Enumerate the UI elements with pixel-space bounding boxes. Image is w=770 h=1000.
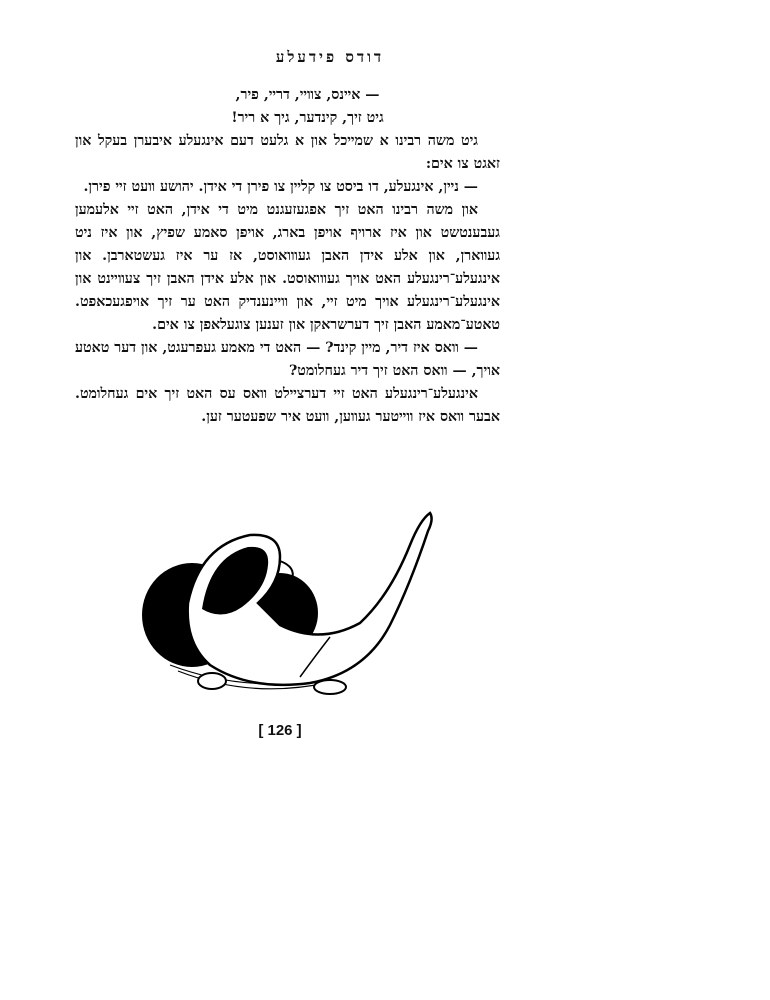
illustration-shofar: [130, 505, 440, 705]
verse-line: גיט זיך, קינדער, גיך א ריר!: [231, 110, 384, 126]
verse-line: — אײנס, צװײ, דרײ, פיר,: [235, 87, 380, 103]
body-text: [75, 84, 500, 429]
page-number: [ 126 ]: [258, 722, 302, 739]
paragraph: גיט משה רבינו א שמײכל און א גלעט דעם אינגעלע איבערן בעקל און זאגט צו אים:: [75, 133, 500, 172]
paragraph: — װאס איז דיר, מײן קינד? — האט די מאמע געפרעגט, און דער טאטע אויך, — װאס האט זיך דיר געחלומט?: [75, 340, 500, 379]
paragraph: און משה רבינו האט זיך אפגעזעגנט מיט די אידן, האט זײ אלעמען געבענטשט און איז ארויף אויפן בארג, אויפן סאמע שפיץ, און איז ניט געװארן, און אלע אידן האבן געװואוסט, אז ער איז געשטארבן. און אינגעלע־רינגעלע האט אויך געװואוסט. און אלע אידן האבן זיך צעװײנט און אינגעלע־רינגעלע אויך מיט זײ, און װײנענדיק האט ער זיך אויפגעכאפט. טאטע־מאמע האבן זיך דערשראקן און זענען צוגעלאפן צו אים.: [75, 202, 500, 333]
running-header: דודס פידעלע: [275, 48, 385, 66]
paragraph: — נײן, אינגעלע, דו ביסט צו קלײן צו פירן די אידן. יהושע װעט זײ פירן.: [83, 179, 478, 195]
paragraph: אינגעלע־רינגעלע האט זײ דערצײלט װאס עס האט זיך אים געחלומט. אבער װאס איז װײטער געװען, װעט איר שפעטער זען.: [75, 386, 500, 425]
